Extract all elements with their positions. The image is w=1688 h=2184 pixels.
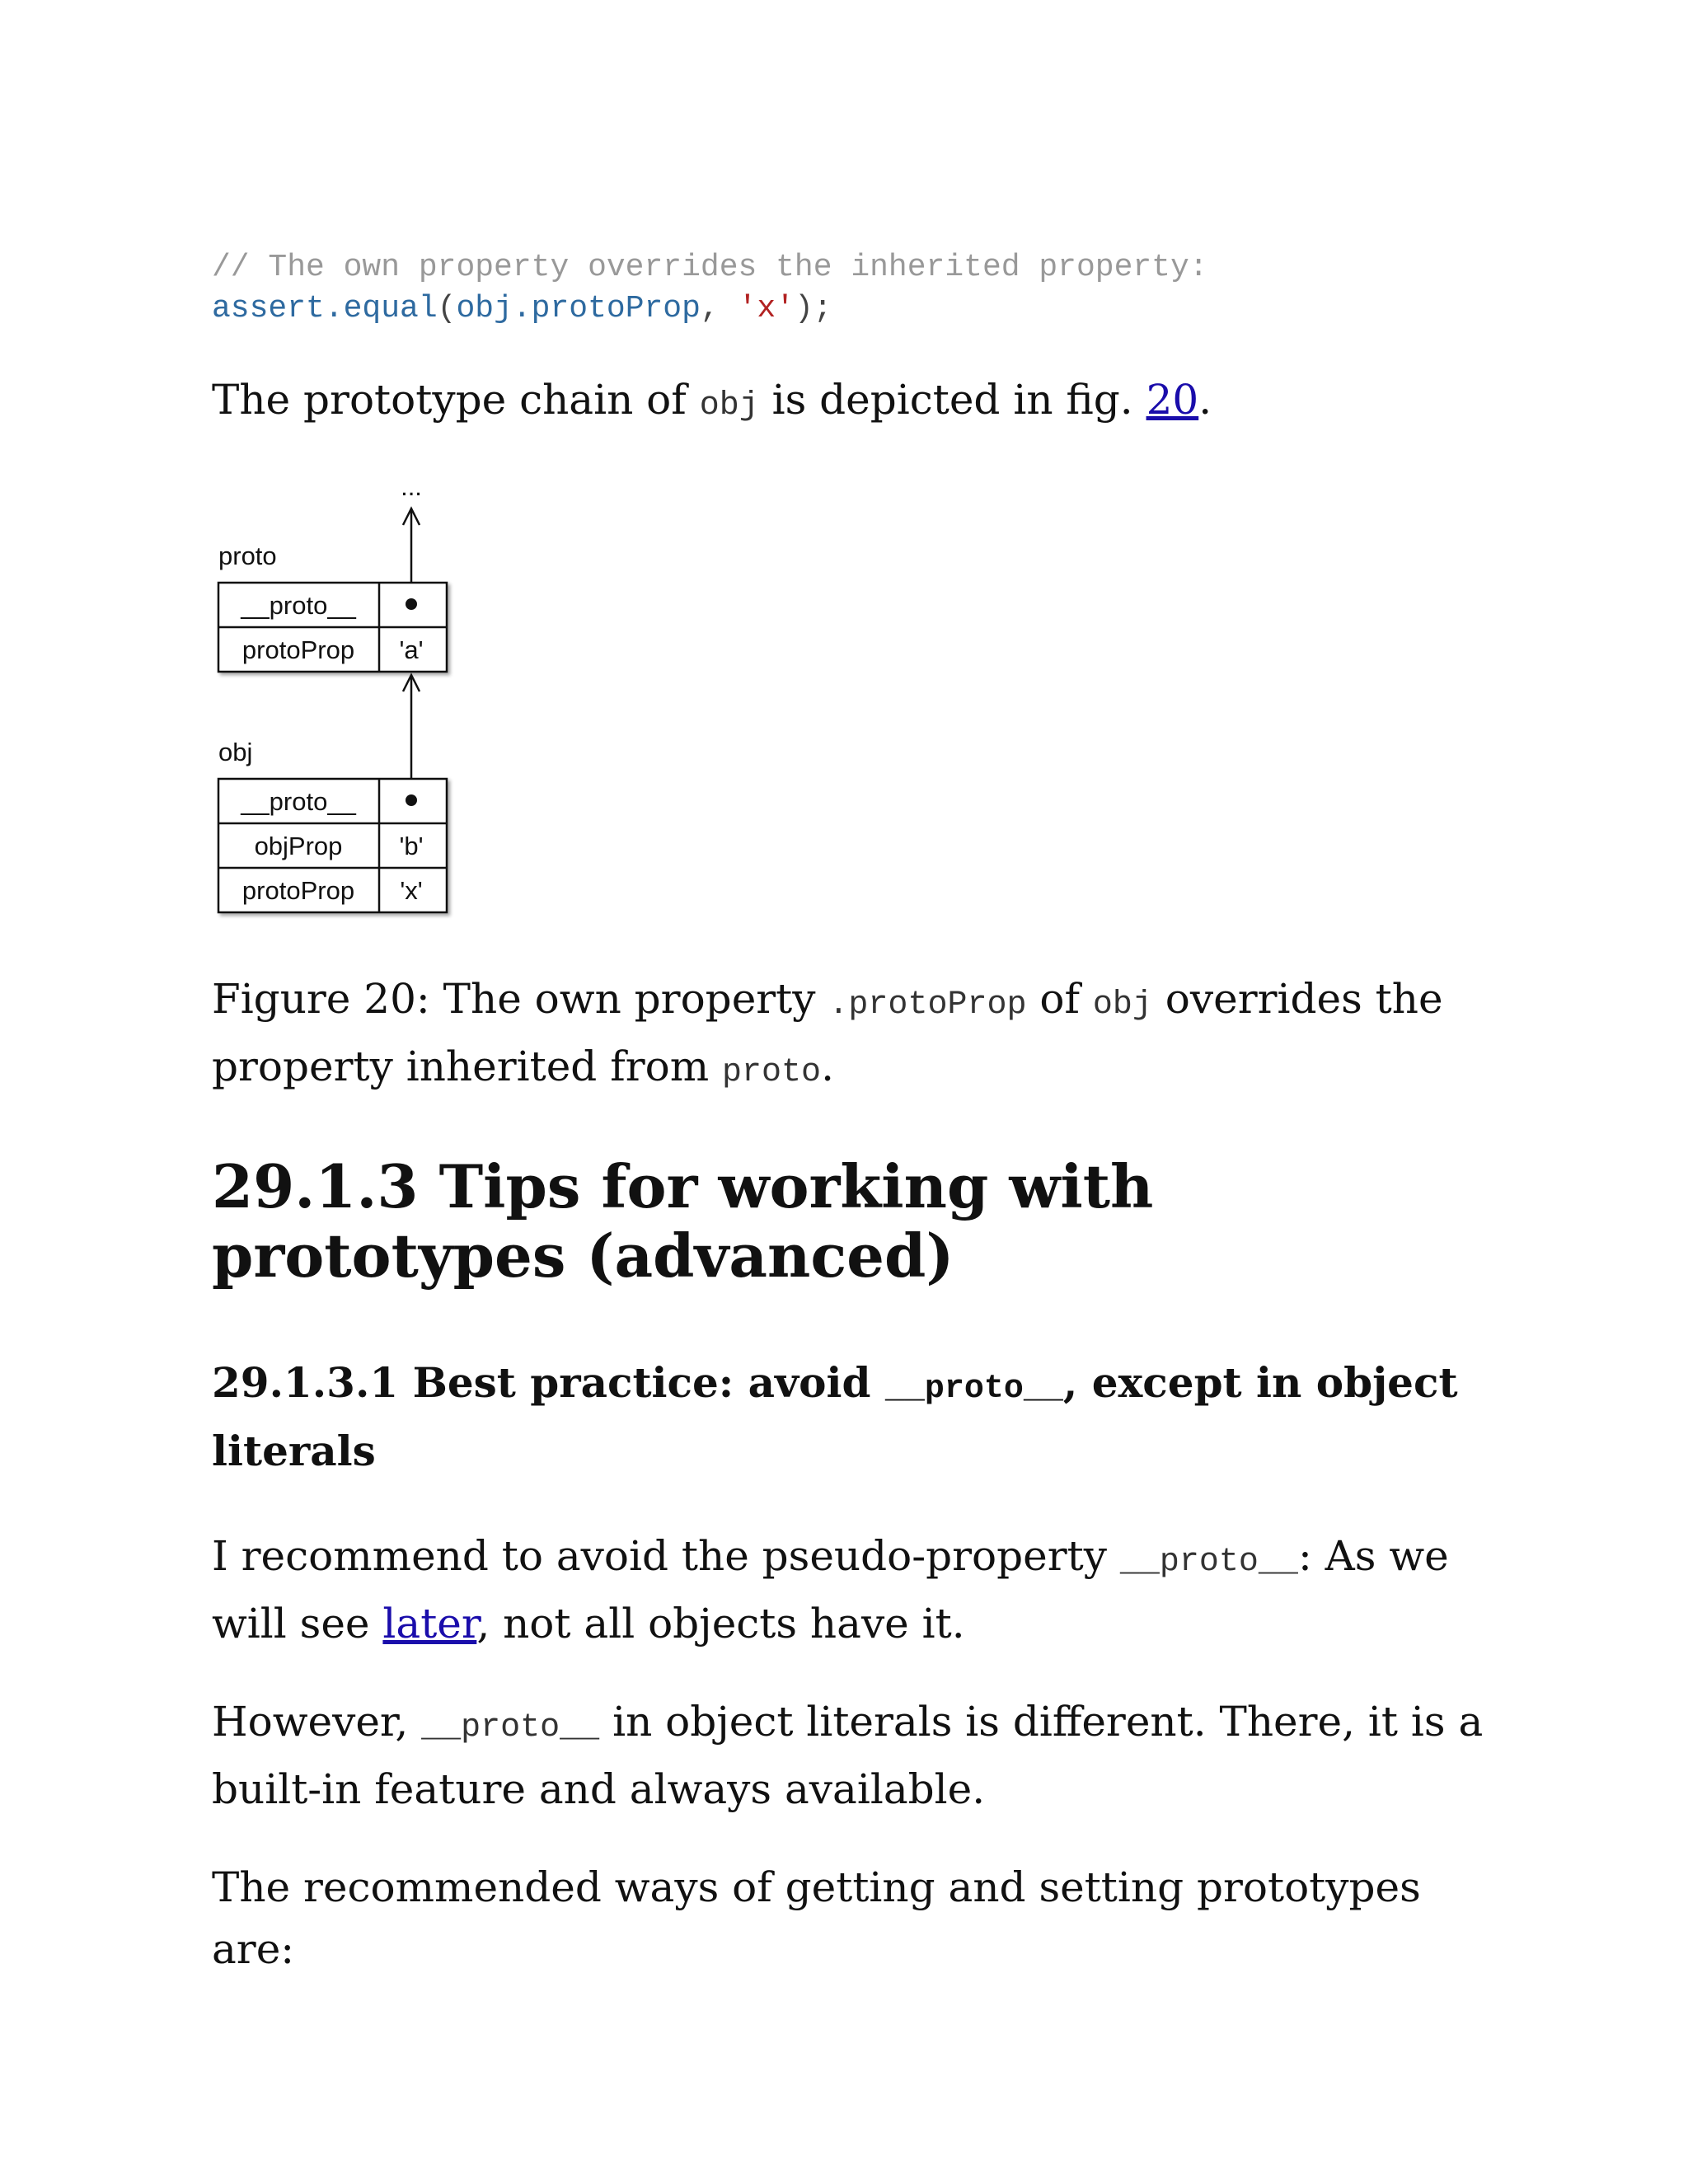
para1-text-after: . bbox=[1198, 376, 1212, 424]
subheading-after: , except in object literals bbox=[212, 1358, 1458, 1475]
code-string: 'x' bbox=[738, 291, 795, 326]
para3-after: in object literals is different. There, it is a built-in feature and always available. bbox=[212, 1698, 1484, 1813]
code-block bbox=[212, 247, 1208, 330]
code-comment: // The own property overrides the inherited property: bbox=[212, 250, 1208, 285]
prototype-chain-diagram bbox=[206, 482, 470, 927]
paragraph-prototype-chain bbox=[212, 369, 1498, 437]
code-paren-open: ( bbox=[437, 291, 457, 326]
caption-prefix: Figure 20: The own property bbox=[212, 975, 829, 1023]
para2-before: I recommend to avoid the pseudo-property bbox=[212, 1532, 1120, 1580]
diagram-ellipsis: ... bbox=[401, 482, 422, 501]
code-function: assert.equal bbox=[212, 291, 438, 326]
obj-row-key-3: protoProp bbox=[241, 876, 355, 905]
subheading-code: __proto__ bbox=[884, 1371, 1063, 1408]
paragraph-recommended-ways: The recommended ways of getting and setting prototypes are: bbox=[212, 1863, 1421, 1973]
caption-code-obj: obj bbox=[1092, 987, 1152, 1024]
caption-code-proto: proto bbox=[722, 1054, 822, 1091]
diagram-svg bbox=[206, 482, 470, 927]
para3-code: __proto__ bbox=[421, 1709, 600, 1746]
figure-caption bbox=[212, 968, 1498, 1104]
subheading-before: 29.1.3.1 Best practice: avoid bbox=[212, 1358, 885, 1407]
diagram-proto-label: proto bbox=[218, 541, 277, 570]
para2-after: , not all objects have it. bbox=[476, 1600, 965, 1647]
code-paren-close: ); bbox=[794, 291, 832, 326]
proto-row-key-2: protoProp bbox=[241, 635, 355, 664]
paragraph-object-literals bbox=[212, 1691, 1498, 1821]
para1-text-middle: is depicted in fig. bbox=[758, 376, 1146, 424]
subsection-heading bbox=[212, 1352, 1498, 1482]
caption-mid: of bbox=[1026, 975, 1093, 1023]
para2-code: __proto__ bbox=[1119, 1544, 1298, 1581]
para1-inline-code: obj bbox=[699, 387, 759, 424]
obj-row-value-2: 'b' bbox=[399, 832, 424, 860]
obj-row-key-2: objProp bbox=[254, 832, 343, 860]
obj-pointer-dot bbox=[406, 794, 417, 806]
caption-end: . bbox=[821, 1043, 834, 1090]
paragraph-avoid-proto bbox=[212, 1526, 1498, 1655]
para3-before: However, bbox=[212, 1698, 422, 1746]
para2-middle: : As we will see bbox=[212, 1532, 1449, 1647]
proto-pointer-dot bbox=[406, 598, 417, 610]
obj-row-key-1: __proto__ bbox=[241, 787, 356, 816]
code-comma: , bbox=[700, 291, 738, 326]
figure-link[interactable]: 20 bbox=[1146, 376, 1199, 424]
obj-row-value-3: 'x' bbox=[400, 876, 423, 905]
proto-row-value-2: 'a' bbox=[399, 635, 424, 664]
later-link[interactable]: later bbox=[382, 1600, 477, 1647]
caption-after: overrides the property inherited from bbox=[212, 975, 1443, 1090]
diagram-obj-label: obj bbox=[218, 738, 253, 766]
para1-text-before: The prototype chain of bbox=[212, 376, 700, 424]
proto-row-key-1: __proto__ bbox=[241, 591, 356, 620]
caption-code-protoprop: .protoProp bbox=[828, 987, 1027, 1024]
code-argument: obj.protoProp bbox=[456, 291, 701, 326]
section-heading: 29.1.3 Tips for working with prototypes (advanced) bbox=[212, 1151, 1154, 1291]
